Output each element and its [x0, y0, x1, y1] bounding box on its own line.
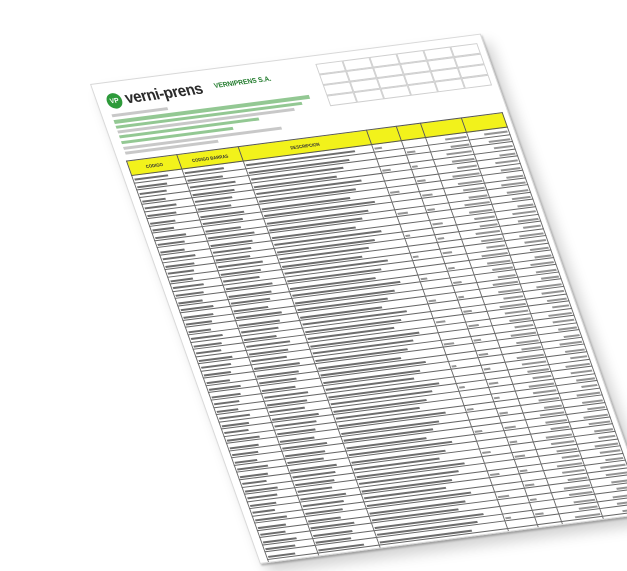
table-cell	[384, 543, 515, 564]
unreadable-text	[580, 520, 603, 525]
unreadable-text	[382, 169, 391, 172]
table-cell	[390, 558, 521, 564]
header-grid-cell	[327, 92, 358, 106]
unreadable-text	[622, 508, 627, 512]
unreadable-text	[550, 556, 561, 559]
unreadable-text	[392, 563, 503, 564]
column-header: CODIGO	[127, 155, 182, 176]
unreadable-text	[484, 368, 491, 371]
unreadable-text	[374, 147, 382, 150]
table-cell	[510, 532, 542, 543]
column-header: DESCRIPCION	[238, 130, 371, 161]
table-cell	[605, 518, 627, 531]
unreadable-text	[545, 542, 554, 545]
unreadable-text	[422, 193, 433, 196]
price-list-sheet	[90, 34, 627, 564]
table-cell	[610, 533, 627, 546]
unreadable-text	[417, 179, 426, 182]
table-cell	[540, 529, 567, 539]
unreadable-text	[448, 267, 455, 270]
table-cell	[537, 522, 564, 532]
table-cell	[545, 543, 572, 553]
unreadable-text	[473, 339, 481, 342]
unreadable-text	[458, 296, 464, 299]
unreadable-text	[453, 281, 462, 284]
unreadable-text	[427, 208, 435, 211]
unreadable-text	[623, 522, 627, 527]
unreadable-text	[489, 382, 499, 385]
table-cell	[569, 538, 612, 551]
unreadable-text	[616, 486, 627, 490]
column-header: CODIGO BARRAS	[177, 147, 243, 169]
unreadable-text	[513, 538, 520, 541]
table-body	[132, 127, 627, 564]
header-grid-cell	[434, 78, 465, 92]
unreadable-text	[581, 535, 608, 540]
unreadable-text	[444, 342, 455, 345]
table-cell	[567, 531, 610, 544]
unreadable-text	[443, 252, 453, 255]
unreadable-text	[519, 469, 527, 472]
unreadable-text	[504, 425, 515, 428]
unreadable-text	[390, 190, 400, 193]
unreadable-text	[474, 430, 482, 433]
table-cell	[542, 536, 569, 546]
unreadable-text	[467, 408, 474, 411]
unreadable-text	[413, 256, 419, 259]
unreadable-text	[586, 542, 611, 547]
unreadable-text	[451, 365, 456, 367]
logo-text: verni-prens	[122, 80, 206, 108]
unreadable-text	[436, 321, 446, 324]
unreadable-text	[591, 549, 613, 554]
table-cell	[513, 539, 545, 550]
unreadable-text	[499, 411, 508, 414]
unreadable-text	[432, 223, 443, 226]
table-cell	[270, 560, 323, 564]
unreadable-text	[463, 310, 472, 313]
logo-mark-icon: VP	[104, 92, 124, 109]
unreadable-text	[407, 150, 416, 153]
unreadable-text	[509, 440, 517, 443]
brand-logo	[104, 81, 206, 111]
table-cell	[548, 551, 575, 561]
unreadable-text	[585, 527, 606, 531]
header-grid-cell	[380, 85, 411, 99]
unreadable-text	[459, 386, 465, 389]
unreadable-text	[468, 324, 479, 327]
unreadable-text	[420, 278, 427, 281]
unreadable-text	[412, 165, 418, 168]
unreadable-text	[490, 473, 500, 476]
header-grid	[315, 43, 492, 106]
price-table	[126, 112, 627, 564]
unreadable-text	[405, 234, 410, 237]
unreadable-text	[525, 483, 535, 486]
unreadable-text	[437, 237, 445, 240]
unreadable-text	[617, 500, 627, 505]
unreadable-text	[540, 527, 546, 530]
table-cell	[518, 554, 550, 564]
unreadable-text	[535, 512, 544, 515]
table-cell	[320, 552, 384, 564]
header-grid-cell	[407, 82, 438, 96]
unreadable-text	[390, 559, 479, 564]
table-cell	[613, 540, 627, 553]
header-grid-cell	[354, 89, 385, 103]
unreadable-text	[428, 299, 436, 302]
table-cell	[323, 560, 387, 564]
unreadable-text	[270, 560, 294, 564]
unreadable-text	[505, 517, 511, 520]
unreadable-text	[321, 551, 363, 558]
unreadable-text	[387, 551, 484, 564]
table-cell	[572, 545, 615, 558]
header-grid-cell	[461, 75, 492, 89]
unreadable-text	[478, 353, 488, 356]
price-list-sheet-wrapper	[90, 34, 627, 564]
company-name: VERNIPRENS S.A.	[213, 75, 273, 90]
unreadable-text	[494, 397, 501, 400]
unreadable-text	[482, 451, 491, 454]
table-cell	[387, 550, 518, 564]
unreadable-text	[323, 559, 361, 564]
unreadable-text	[521, 560, 529, 563]
table-cell	[564, 524, 607, 537]
table-cell	[515, 546, 547, 557]
unreadable-text	[530, 498, 537, 501]
unreadable-text	[397, 212, 408, 215]
unreadable-text	[514, 454, 525, 457]
table-cell	[608, 525, 627, 538]
